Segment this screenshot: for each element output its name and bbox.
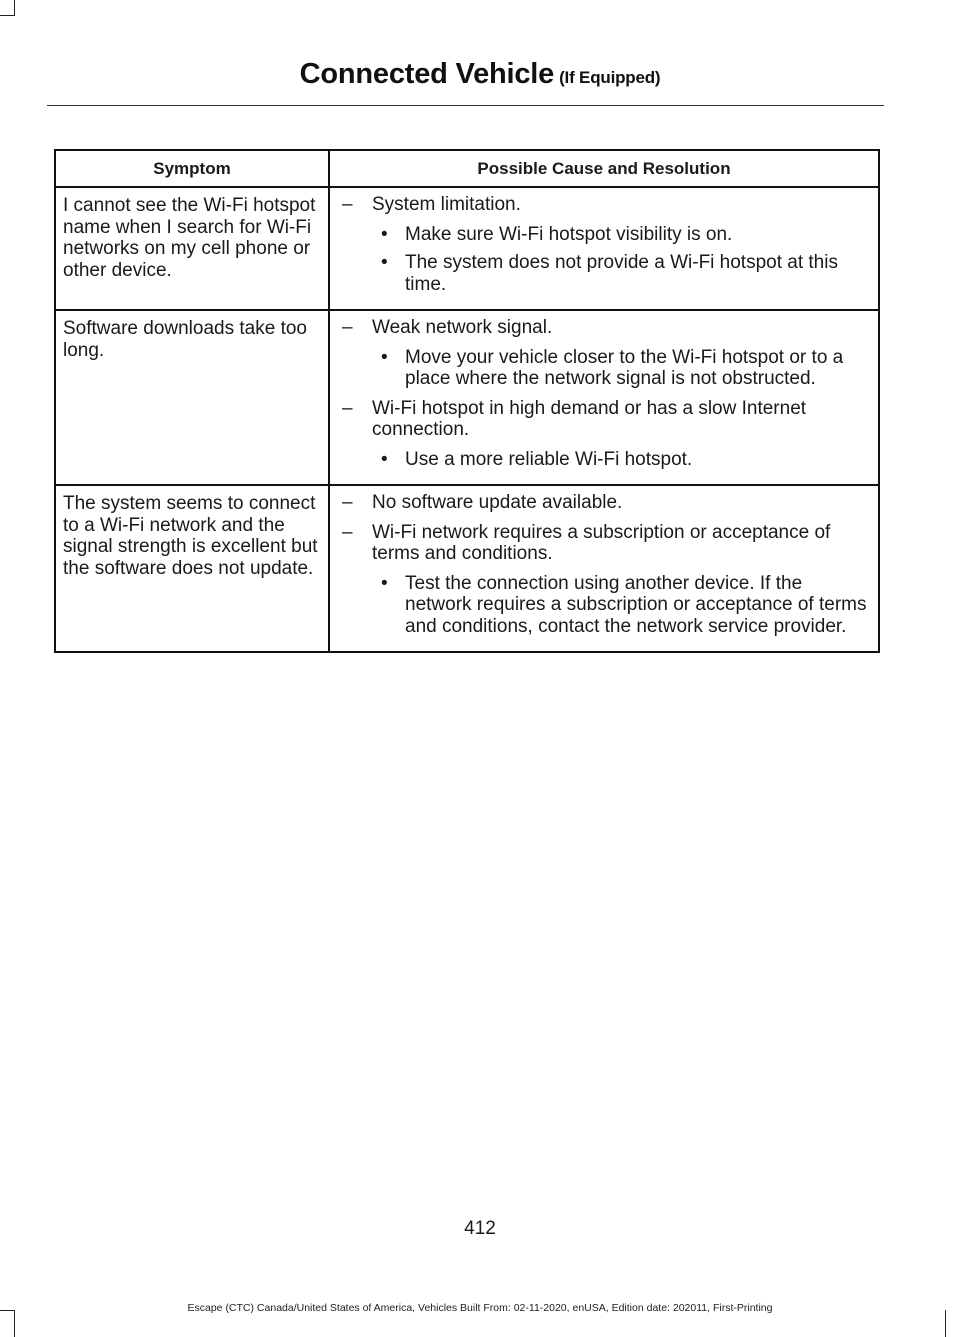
action-item [342, 573, 872, 638]
bullet-marker: • [381, 252, 388, 273]
bullet-marker: • [381, 448, 388, 470]
cause-text: Wi-Fi network requires a subscription or acceptance of terms and conditions. [372, 521, 831, 564]
column-header-resolution: Possible Cause and Resolution [329, 150, 879, 187]
resolution-cell [329, 310, 879, 485]
action-text: Test the connection using another device. If the network requires a subscription or acceptance of terms and conditions, contact the network service provider. [405, 572, 867, 637]
resolution-cell [329, 485, 879, 652]
troubleshooting-table [54, 149, 880, 653]
page-title-text: Connected Vehicle [299, 58, 555, 90]
cause-item [342, 522, 872, 565]
cause-text: System limitation. [372, 194, 521, 215]
bullet-marker: • [381, 346, 388, 368]
action-item [342, 252, 872, 295]
symptom-cell: The system seems to connect to a Wi-Fi network and the signal strength is excellent but the software does not update. [55, 485, 329, 652]
symptom-cell: I cannot see the Wi-Fi hotspot name when I search for Wi-Fi networks on my cell phone or other device. [55, 187, 329, 310]
table-row [55, 310, 879, 485]
action-item [342, 224, 872, 246]
dash-marker: – [342, 194, 353, 215]
dash-marker: – [342, 317, 353, 338]
dash-marker: – [342, 397, 353, 419]
action-text: Use a more reliable Wi-Fi hotspot. [405, 448, 693, 470]
cause-item [342, 398, 872, 441]
bullet-marker: • [381, 572, 388, 594]
cause-text: Wi-Fi hotspot in high demand or has a slow Internet connection. [372, 397, 807, 440]
cause-item [342, 317, 872, 339]
dash-marker: – [342, 521, 353, 543]
cause-text: No software update available. [372, 492, 623, 513]
cause-item [342, 492, 872, 514]
action-item [342, 449, 872, 471]
table-row [55, 187, 879, 310]
dash-marker: – [342, 492, 353, 513]
cause-text: Weak network signal. [372, 317, 553, 338]
action-text: The system does not provide a Wi-Fi hotspot at this time. [405, 252, 838, 295]
crop-mark-bottom-left [14, 1310, 15, 1337]
cause-item [342, 194, 872, 216]
column-header-symptom: Symptom [55, 150, 329, 187]
header-divider [47, 105, 884, 106]
bullet-marker: • [381, 223, 388, 245]
action-item [342, 347, 872, 390]
page-title [0, 58, 960, 91]
crop-mark-top-left-h [0, 15, 15, 16]
footer-text: Escape (CTC) Canada/United States of America, Vehicles Built From: 02-11-2020, enUSA, Edition date: 202011, First-Printing [187, 1302, 773, 1314]
action-text: Make sure Wi-Fi hotspot visibility is on. [405, 223, 733, 245]
table-header-row [55, 150, 879, 187]
page-number: 412 [464, 1218, 496, 1239]
page-title-suffix: (If Equipped) [559, 68, 661, 87]
table-row [55, 485, 879, 652]
crop-mark-bottom-right [945, 1310, 946, 1337]
resolution-cell [329, 187, 879, 310]
action-text: Move your vehicle closer to the Wi-Fi hotspot or to a place where the network signal is not obstructed. [405, 346, 844, 389]
symptom-cell: Software downloads take too long. [55, 310, 329, 485]
crop-mark-top-left [14, 0, 15, 16]
